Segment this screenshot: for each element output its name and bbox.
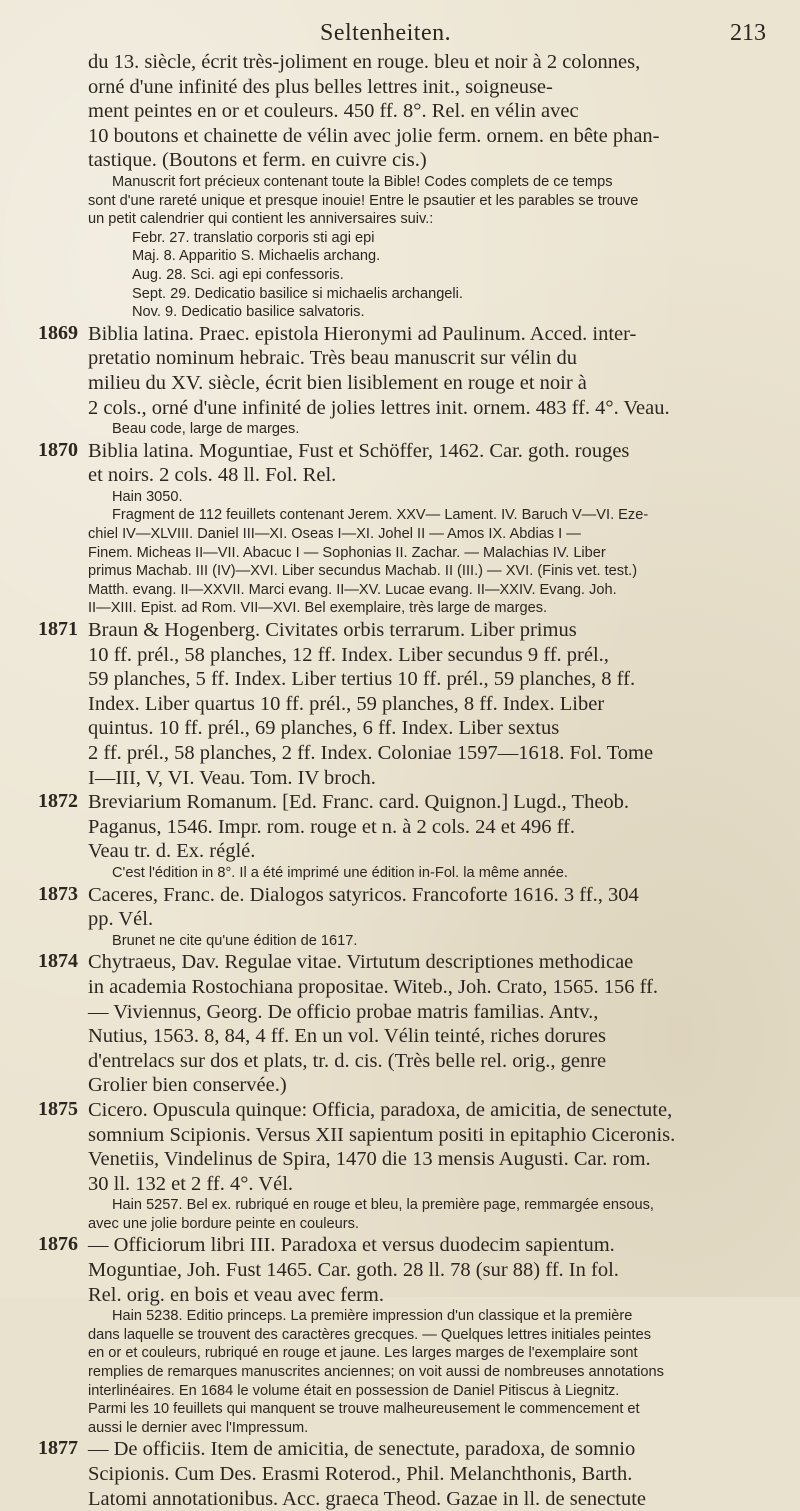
entry-line [0, 247, 800, 266]
entry-line [0, 1419, 800, 1438]
entry-first-line [0, 1098, 800, 1123]
entry-note: II—XIII. Epist. ad Rom. VII—XVI. Bel exemplaire, très large de marges. [88, 600, 548, 617]
entry-line [0, 1258, 800, 1283]
entry-line [0, 210, 800, 229]
page-number: 213 [730, 20, 766, 46]
entry-line [0, 420, 800, 439]
entry-first-line [0, 790, 800, 815]
entry-note: Parmi les 10 feuillets qui manquent se trouve malheureusement le commencement et [88, 1401, 640, 1418]
entry-line [0, 1073, 800, 1098]
entry-text: Scipionis. Cum Des. Erasmi Roterod., Phil. Melanchthonis, Barth. [88, 1463, 633, 1485]
entry-note: primus Machab. III (IV)—XVI. Liber secundus Machab. II (III.) — XVI. (Finis vet. test.) [88, 563, 638, 580]
entry-text: Grolier bien conservée.) [88, 1074, 287, 1097]
entry-line [0, 667, 800, 692]
entry-note: sont d'une rareté unique et presque inouie! Entre le psautier et les parables se trouve [88, 192, 639, 209]
entry-text: Biblia latina. Moguntiae, Fust et Schöffer, 1462. Car. goth. rouges [88, 439, 630, 462]
entry-text: pretatio nominum hebraic. Très beau manuscrit sur vélin du [88, 347, 578, 370]
entry-text: somnium Scipionis. Versus XII sapientum positi in epitaphio Ciceronis. [88, 1123, 676, 1146]
entry-note: Febr. 27. translatio corporis sti agi epi [132, 229, 375, 246]
entry-line [0, 692, 800, 717]
entry-text: Rel. orig. en bois et veau avec ferm. [88, 1283, 384, 1306]
entry-note: Maj. 8. Apparitio S. Michaelis archang. [132, 248, 381, 265]
entry-line [0, 1326, 800, 1345]
entry-line [0, 1400, 800, 1419]
entry-line [0, 975, 800, 1000]
entry-line [0, 581, 800, 600]
entry-note: C'est l'édition in 8°. Il a été imprimé une édition in-Fol. la même année. [112, 864, 568, 881]
entry-text: Veau tr. d. Ex. réglé. [88, 840, 256, 863]
lot-number: 1876 [38, 1233, 78, 1256]
entry-line [0, 99, 800, 124]
lot-number: 1871 [38, 618, 78, 641]
entry-text: Braun & Hogenberg. Civitates orbis terrarum. Liber primus [88, 619, 577, 642]
entry-text: in academia Rostochiana propositae. Witeb., Joh. Crato, 1565. 156 ff. [88, 975, 659, 998]
entry-text: Biblia latina. Praec. epistola Hieronymi ad Paulinum. Acced. inter- [88, 322, 637, 345]
entry-text: 10 boutons et chainette de vélin avec jolie ferm. ornem. en bête phan- [88, 124, 660, 147]
entry-line [0, 506, 800, 525]
entry-text: Caceres, Franc. de. Dialogos satyricos. Francoforte 1616. 3 ff., 304 [88, 883, 639, 906]
lot-number: 1877 [38, 1437, 78, 1460]
entry-note: Manuscrit fort précieux contenant toute la Bible! Codes complets de ce temps [112, 173, 613, 190]
entry-note: aussi le dernier avec l'Impressum. [88, 1419, 309, 1436]
entry-text: 10 ff. prél., 58 planches, 12 ff. Index. Liber secundus 9 ff. prél., [88, 643, 609, 666]
entry-note: interlinéaires. En 1684 le volume était en possession de Daniel Pitiscus à Liegnitz. [88, 1382, 620, 1399]
entry-first-line [0, 950, 800, 975]
entry-text: milieu du XV. siècle, écrit bien lisiblement en rouge et noir à [88, 371, 587, 394]
lot-number: 1870 [38, 438, 78, 461]
lot-number: 1875 [38, 1097, 78, 1120]
entry-first-line [0, 1437, 800, 1462]
entry-line [0, 75, 800, 100]
entry-text: Cicero. Opuscula quinque: Officia, paradoxa, de amicitia, de senectute, [88, 1098, 673, 1121]
entry-line [0, 1307, 800, 1326]
entry-line [0, 544, 800, 563]
entry-line [0, 1172, 800, 1197]
entry-line [0, 1000, 800, 1025]
entry-text: et noirs. 2 cols. 48 ll. Fol. Rel. [88, 464, 337, 487]
entry-text: I—III, V, VI. Veau. Tom. IV broch. [88, 766, 376, 789]
entry-line [0, 932, 800, 951]
entry-text: — De officiis. Item de amicitia, de senectute, paradoxa, de somnio [88, 1438, 636, 1461]
entry-first-line [0, 439, 800, 464]
entry-line [0, 303, 800, 322]
entry-text: 59 planches, 5 ff. Index. Liber tertius 10 ff. prél., 59 planches, 8 ff. [88, 668, 636, 691]
entry-note: avec une jolie bordure peinte en couleurs. [88, 1215, 359, 1232]
entry-text: quintus. 10 ff. prél., 69 planches, 6 ff. Index. Liber sextus [88, 717, 560, 740]
entry-note: Matth. evang. II—XXVII. Marci evang. II—XV. Lucae evang. II—XXIV. Evang. Joh. [88, 581, 617, 598]
entry-note: Hain 5238. Editio princeps. La première impression d'un classique et la première [112, 1308, 633, 1325]
entry-line [0, 741, 800, 766]
entry-note: Beau code, large de marges. [112, 421, 300, 438]
entry-note: Finem. Micheas II—VII. Abacuc I — Sophonias II. Zachar. — Malachias IV. Liber [88, 544, 606, 561]
entry-line [0, 229, 800, 248]
entry-line [0, 525, 800, 544]
entry-line [0, 766, 800, 791]
entry-note: Nov. 9. Dedicatio basilice salvatoris. [132, 304, 365, 321]
running-head: Seltenheiten. [320, 20, 452, 46]
entry-line [0, 1123, 800, 1148]
entry-line [0, 1382, 800, 1401]
entry-line [0, 124, 800, 149]
entry-text: — Officiorum libri III. Paradoxa et versus duodecim sapientum. [88, 1234, 615, 1257]
entry-text: Nutius, 1563. 8, 84, 4 ff. En un vol. Vélin teinté, riches dorures [88, 1025, 606, 1048]
entry-text: du 13. siècle, écrit très-joliment en rouge. bleu et noir à 2 colonnes, [88, 51, 641, 73]
entry-text: 30 ll. 132 et 2 ff. 4°. Vél. [88, 1172, 294, 1195]
entry-text: Latomi annotationibus. Acc. graeca Theod. Gazae in ll. de senectute [88, 1487, 647, 1510]
entry-note: Hain 3050. [112, 488, 183, 505]
lot-number: 1873 [38, 882, 78, 905]
entry-note: Sept. 29. Dedicatio basilice si michaelis archangeli. [132, 285, 463, 302]
entry-note: Fragment de 112 feuillets contenant Jerem. XXV— Lament. IV. Baruch V—VI. Eze- [112, 507, 649, 524]
entry-line [0, 1147, 800, 1172]
entry-note: Hain 5257. Bel ex. rubriqué en rouge et bleu, la première page, remmargée ensous, [112, 1197, 654, 1214]
entry-text: 2 ff. prél., 58 planches, 2 ff. Index. Coloniae 1597—1618. Fol. Tome [88, 742, 654, 764]
entry-first-line [0, 1233, 800, 1258]
entry-note: un petit calendrier qui contient les anniversaires suiv.: [88, 211, 434, 228]
entry-line [0, 371, 800, 396]
entry-line [0, 1283, 800, 1308]
entry-line [0, 1344, 800, 1363]
entry-line [0, 907, 800, 932]
entry-text: orné d'une infinité des plus belles lettres init., soigneuse- [88, 75, 553, 98]
entry-line [0, 192, 800, 211]
entry-first-line [0, 618, 800, 643]
entry-text: — Viviennus, Georg. De officio probae matris familias. Antv., [88, 1000, 599, 1023]
catalogue-entries [0, 50, 800, 1511]
entry-line [0, 1215, 800, 1234]
entry-line [0, 50, 800, 75]
entry-line [0, 173, 800, 192]
entry-line [0, 599, 800, 618]
entry-note: Aug. 28. Sci. agi epi confessoris. [132, 266, 344, 283]
entry-note: dans laquelle se trouvent des caractères grecques. — Quelques lettres initiales peintes [88, 1326, 651, 1343]
entry-text: 2 cols., orné d'une infinité de jolies lettres init. ornem. 483 ff. 4°. Veau. [88, 396, 670, 419]
entry-line [0, 1363, 800, 1382]
entry-line [0, 488, 800, 507]
entry-text: Index. Liber quartus 10 ff. prél., 59 planches, 8 ff. Index. Liber [88, 692, 605, 715]
entry-line [0, 716, 800, 741]
lot-number: 1872 [38, 790, 78, 813]
entry-line [0, 1487, 800, 1511]
entry-line [0, 1462, 800, 1487]
entry-text: Breviarium Romanum. [Ed. Franc. card. Quignon.] Lugd., Theob. [88, 791, 630, 814]
entry-text: pp. Vél. [88, 908, 154, 931]
entry-first-line [0, 883, 800, 908]
entry-note: en or et couleurs, rubriqué en rouge et jaune. Les larges marges de l'exemplaire sont [88, 1345, 638, 1362]
entry-line [0, 1024, 800, 1049]
entry-line [0, 266, 800, 285]
entry-text: Paganus, 1546. Impr. rom. rouge et n. à 2 cols. 24 et 496 ff. [88, 815, 575, 838]
entry-note: chiel IV—XLVIII. Daniel III—XI. Oseas I—XI. Johel II — Amos IX. Abdias I — [88, 526, 581, 543]
entry-line [0, 148, 800, 173]
entry-line [0, 1196, 800, 1215]
entry-text: Moguntiae, Joh. Fust 1465. Car. goth. 28 ll. 78 (sur 88) ff. In fol. [88, 1259, 619, 1282]
entry-line [0, 396, 800, 421]
entry-line [0, 285, 800, 304]
entry-line [0, 562, 800, 581]
entry-text: Venetiis, Vindelinus de Spira, 1470 die 13 mensis Augusti. Car. rom. [88, 1148, 651, 1171]
entry-note: remplies de remarques manuscrites anciennes; on voit aussi de nombreuses annotations [88, 1364, 664, 1381]
entry-text: ment peintes en or et couleurs. 450 ff. 8°. Rel. en vélin avec [88, 100, 579, 123]
entry-line [0, 864, 800, 883]
entry-line [0, 839, 800, 864]
entry-line [0, 815, 800, 840]
entry-line [0, 346, 800, 371]
entry-text: tastique. (Boutons et ferm. en cuivre cis.) [88, 149, 427, 172]
entry-text: Chytraeus, Dav. Regulae vitae. Virtutum descriptiones methodicae [88, 951, 634, 974]
entry-text: d'entrelacs sur dos et plats, tr. d. cis. (Très belle rel. orig., genre [88, 1049, 607, 1072]
entry-line [0, 463, 800, 488]
lot-number: 1874 [38, 950, 78, 973]
entry-note: Brunet ne cite qu'une édition de 1617. [112, 932, 358, 949]
entry-first-line [0, 322, 800, 347]
page-header [0, 14, 800, 50]
lot-number: 1869 [38, 321, 78, 344]
entry-line [0, 643, 800, 668]
entry-line [0, 1049, 800, 1074]
